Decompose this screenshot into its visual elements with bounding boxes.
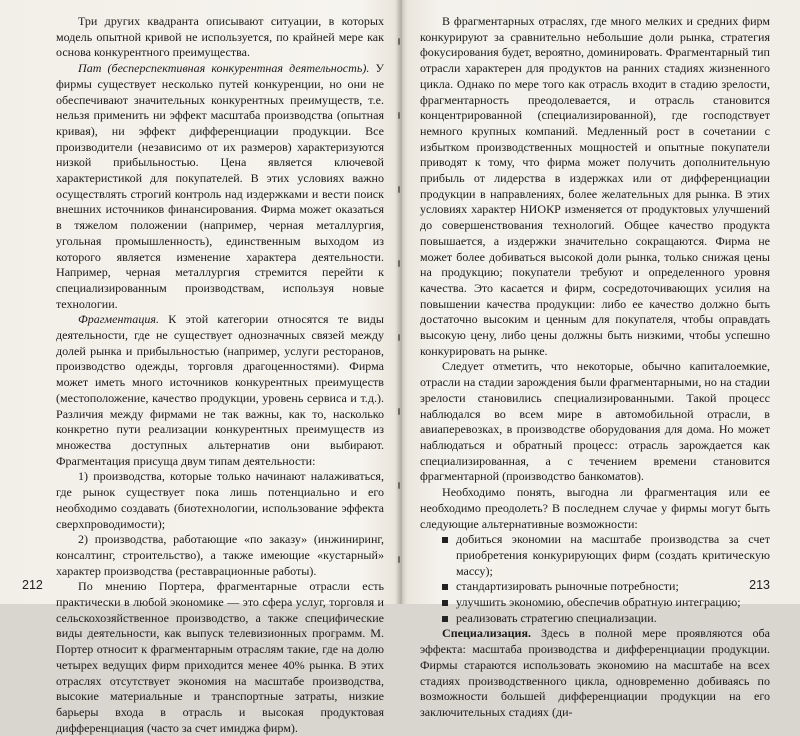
paragraph [56, 61, 384, 312]
paragraph: 2) производства, работающие «по заказу» (инжиниринг, консалтинг, строительство), а также имеющие «кустарный» характер производства (реставрационные работы). [56, 532, 384, 578]
paragraph: Следует отметить, что некоторые, обычно капиталоемкие, отрасли на стадии зарождения были фрагментарными, но на стадии зрелости становились специализированными. Такой процесс наблюдался во всем мире в автомобильной отрасли, в авиаперевозках, в производстве оборудования для дома. Но может наблюдаться и обратный процесс: отрасль зарождается как специализированная, а с течением времени становится фрагментарной (производство банкоматов). [420, 359, 770, 484]
list-item: добиться экономии на масштабе производства за счет приобретения конкурирующих фирм (создать критическую массу); [442, 532, 770, 579]
paragraph-body: У фирмы существует несколько путей конкуренции, но они не обеспечивают значительных конкурентных преимуществ, т.е. нельзя применить ни эффект масштаба производства (опытная кривая), ни эффект дифференциации продукции. Все производители (независимо от их размеров) характеризуются низкой прибыльностью. Цена является ключевой характеристикой для покупателей. В этих условиях важно осуществлять строгий контроль над издержками и вести поиск внешних источников финансирования. Фирма может оказаться в тяжелом положении (например, черная металлургия, угольная промышленность), единственным выходом из которого является изменение характера деятельности. Например, черная металлургия стремится перейти к специализированным производствам, используя новые технологии. [56, 61, 384, 311]
paragraph: 1) производства, которые только начинают налаживаться, где рынок существует пока лишь потенциально и его необходимо создавать (биотехнологии, использование эффекта сверхпроводимости); [56, 469, 384, 531]
list-item: реализовать стратегию специализации. [442, 611, 770, 627]
paragraph-lead-italic: Пат (бесперспективная конкурентная деятельность). [78, 61, 370, 76]
gutter-shadow [394, 0, 408, 604]
binding-stitch [398, 112, 400, 119]
paragraph-lead-italic: Фрагментация. [78, 312, 159, 327]
binding-stitch [398, 186, 400, 193]
binding-stitch [398, 408, 400, 415]
paragraph: В фрагментарных отраслях, где много мелких и средних фирм конкурируют за сравнительно небольшие доли рынка, стратегия фокусирования будет, вероятно, доминировать. Фрагментарный тип отрасли характерен для продуктов на ранних стадиях жизненного цикла. Однако по мере того как отрасль входит в стадию зрелости, фрагментарность преодолевается, и отрасль становится концентрированной (специализированной), где господствует немного крупных компаний. Медленный рост в сочетании с избытком производственных мощностей и опытные покупатели приводят к тому, что фирма может получить дополнительную прибыль от лидерства в издержках или от дифференциации продукции в направлениях, более желательных для рынка. В этих условиях характер НИОКР изменяется от продуктовых улучшений до совершенствования технологий. Общее качество продукта повышается, а издержки значительно сокращаются. Фирма не может более добиваться высокой доли рынка, только снижая цены на продукцию; покупатели требуют и определенного уровня качества. Это касается и фирм, сосредоточивающих усилия на повышении качества продукции: либо ее качество должно быть достаточно высоким и ценным для покупателя, чтобы оправдать высокую цену, либо цены должны быть низкими, чтобы успешно конкурировать на рынке. [420, 14, 770, 358]
paragraph-lead-bold: Специализация. [442, 626, 531, 641]
page-number: 213 [749, 578, 770, 592]
paragraph-body: Здесь в полной мере проявляются оба эффекта: масштаба производства и дифференциации продукции. Фирмы стараются использовать экономию на масштабе на всех стадиях производственного цикла, одновременно добиваясь по возможности большей дифференциации продукции на его заключительных стадиях (ди- [420, 626, 770, 719]
left-page-text [56, 14, 384, 736]
binding-stitch [398, 482, 400, 489]
paragraph [420, 626, 770, 720]
list-item: улучшить экономию, обеспечив обратную интеграцию; [442, 595, 770, 611]
right-page-text [420, 14, 770, 721]
paragraph: Необходимо понять, выгодна ли фрагментация или ее необходимо преодолеть? В последнем случае у фирмы могут быть следующие альтернативные возможности: [420, 485, 770, 531]
binding-stitch [398, 556, 400, 563]
list-item: стандартизировать рыночные потребности; [442, 579, 770, 595]
paragraph [56, 312, 384, 469]
paragraph: Три других квадранта описывают ситуации, в которых модель опытной кривой не используется, по крайней мере как основа конкурентного преимущества. [56, 14, 384, 60]
paragraph-body: К этой категории относятся те виды деятельности, где не существует однозначных связей между долей рынка и прибыльностью (например, услуги ресторанов, производство одежды, торговля драгоценностями). Фирма может иметь много источников конкурентных преимуществ (местоположение, качество продукции, уровень сервиса и т.д.). Различия между фирмами не так важны, как то, насколько конкретно пути реализации конкурентных преимуществ из множества доступных альтернатив они выбирают. Фрагментация присуща двум типам деятельности: [56, 312, 384, 468]
binding-stitch [398, 260, 400, 267]
binding-stitch [398, 38, 400, 45]
page-number: 212 [22, 578, 43, 592]
binding-stitch [398, 334, 400, 341]
right-page [404, 0, 800, 719]
paragraph: По мнению Портера, фрагментарные отрасли есть практически в любой экономике — это сфера услуг, торговля и сельскохозяйственное производство, а также специфические виды деятельности, как выпуск телевизионных программ. М. Портер относит к фрагментарным отраслям такие, где на долю четырех ведущих фирм приходится менее 40% рынка. В этих отраслях отсутствует экономия на масштабе производства, высокие материальные и транспортные затраты, низкие барьеры входа в отрасль и высокая продуктовая дифференциация (часто за счет имиджа фирм). [56, 579, 384, 735]
left-page [0, 0, 398, 735]
bullet-list [420, 532, 770, 626]
